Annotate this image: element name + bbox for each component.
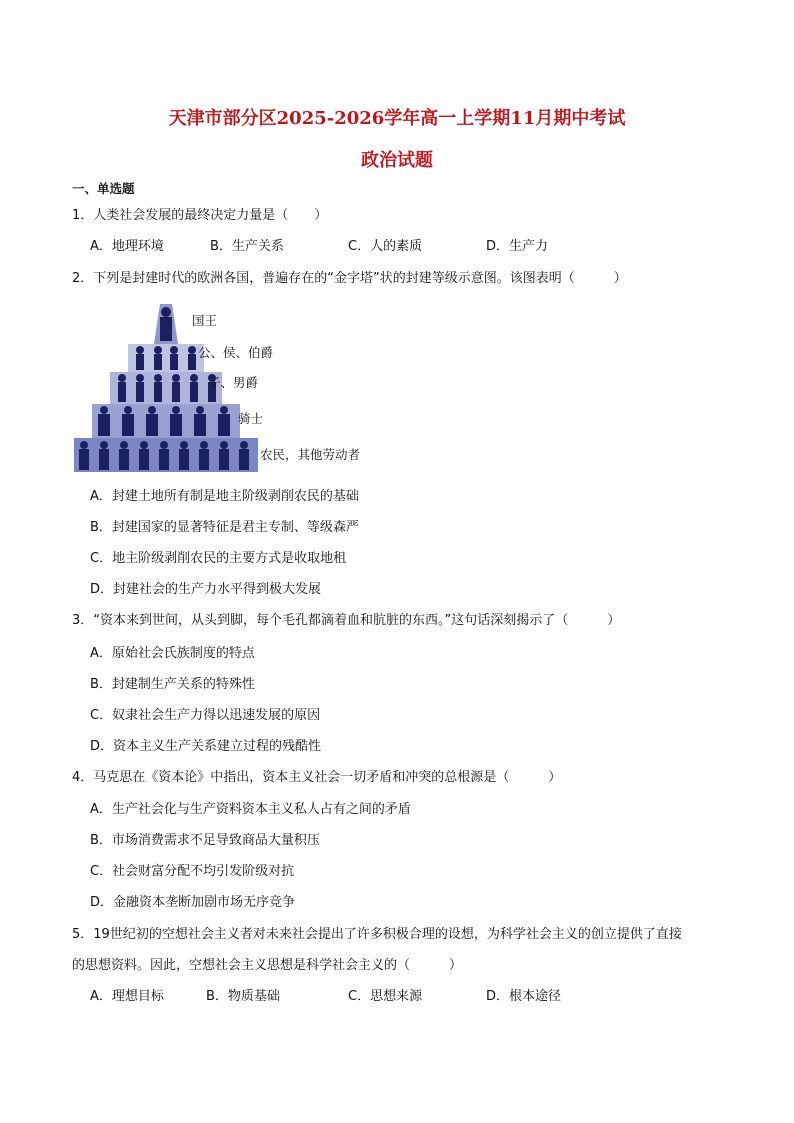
tier-barons xyxy=(110,372,222,404)
feudal-pyramid-figure xyxy=(74,300,384,474)
question-3-option-d[interactable]: D．资本主义生产关系建立过程的残酷性 xyxy=(90,739,322,754)
question-3-option-a[interactable]: A．原始社会氏族制度的特点 xyxy=(90,646,255,661)
question-2-option-c[interactable]: C．地主阶级剥削农民的主要方式是收取地租 xyxy=(90,551,347,566)
question-3-stem: 3．“资本来到世间，从头到脚，每个毛孔都滴着血和肮脏的东西。”这句话深刻揭示了（ ） xyxy=(72,613,621,628)
question-5-option-c[interactable]: C．思想来源 xyxy=(348,989,423,1004)
question-5-option-d[interactable]: D．根本途径 xyxy=(486,989,562,1004)
question-4-stem: 4．马克思在《资本论》中指出，资本主义社会一切矛盾和冲突的总根源是（ ） xyxy=(72,770,562,785)
label-knights: 骑士 xyxy=(238,411,264,426)
question-4-option-a[interactable]: A．生产社会化与生产资料资本主义私人占有之间的矛盾 xyxy=(90,802,411,817)
label-dukes: 公、侯、伯爵 xyxy=(198,345,274,360)
label-peasants: 农民，其他劳动者 xyxy=(260,447,361,462)
question-1-option-d[interactable]: D．生产力 xyxy=(486,239,549,254)
question-4-option-d[interactable]: D．金融资本垄断加剧市场无序竞争 xyxy=(90,895,296,910)
question-2-option-d[interactable]: D．封建社会的生产力水平得到极大发展 xyxy=(90,582,322,597)
question-3-option-c[interactable]: C．奴隶社会生产力得以迅速发展的原因 xyxy=(90,708,321,723)
question-2-option-b[interactable]: B．封建国家的显著特征是君主专制、等级森严 xyxy=(90,520,359,535)
tier-knights xyxy=(92,404,240,438)
question-4-option-b[interactable]: B．市场消费需求不足导致商品大量积压 xyxy=(90,833,320,848)
document-title: 天津市部分区2025-2026学年高一上学期11月期中考试 xyxy=(168,108,626,129)
label-king: 国王 xyxy=(192,313,218,328)
question-1-option-a[interactable]: A．地理环境 xyxy=(90,239,164,254)
question-1-option-b[interactable]: B．生产关系 xyxy=(210,239,284,254)
label-barons: 子、男爵 xyxy=(208,375,259,390)
document-subtitle: 政治试题 xyxy=(361,150,433,171)
question-1-option-c[interactable]: C．人的素质 xyxy=(348,239,423,254)
question-5-stem-continued: 的思想资料。因此，空想社会主义思想是科学社会主义的（ ） xyxy=(72,958,463,973)
question-1-stem: 1．人类社会发展的最终决定力量是（ ） xyxy=(72,208,328,223)
question-4-option-c[interactable]: C．社会财富分配不均引发阶级对抗 xyxy=(90,864,295,879)
section-heading: 一、单选题 xyxy=(72,181,135,196)
question-5-option-b[interactable]: B．物质基础 xyxy=(206,989,280,1004)
question-5-stem: 5．19世纪初的空想社会主义者对未来社会提出了许多积极合理的设想，为科学社会主义的创立提供了直接 xyxy=(72,927,682,942)
question-2-option-a[interactable]: A．封建土地所有制是地主阶级剥削农民的基础 xyxy=(90,489,359,504)
question-3-option-b[interactable]: B．封建制生产关系的特殊性 xyxy=(90,677,255,692)
question-2-stem: 2．下列是封建时代的欧洲各国，普遍存在的“金字塔”状的封建等级示意图。该图表明（ ） xyxy=(72,271,627,286)
question-5-option-a[interactable]: A．理想目标 xyxy=(90,989,164,1004)
